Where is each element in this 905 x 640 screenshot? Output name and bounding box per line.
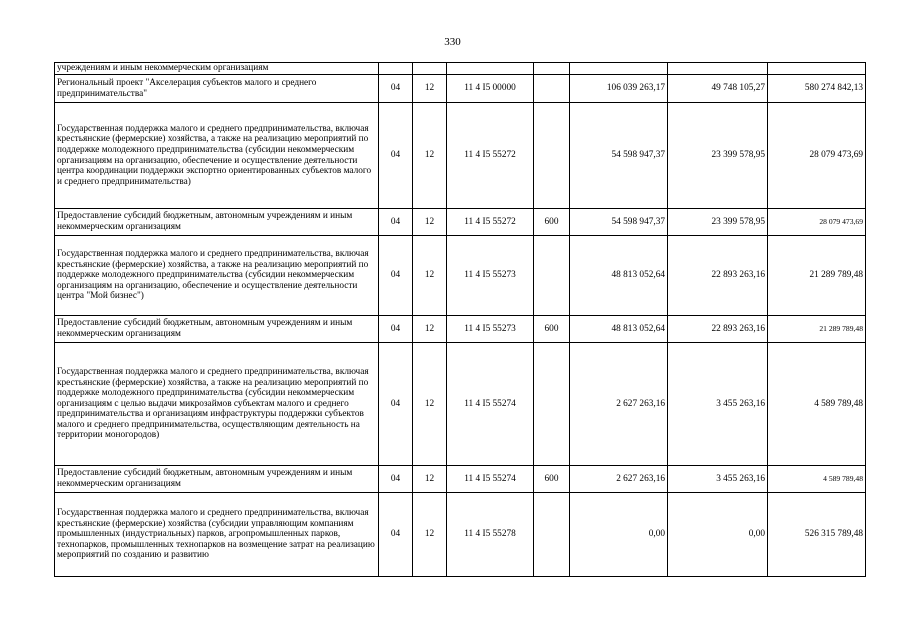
- page-number: 330: [444, 36, 461, 48]
- row-target-article: 11 4 I5 55278: [447, 493, 534, 577]
- row-value-year-2: 3 455 263,16: [668, 343, 768, 466]
- row-value-year-2: 22 893 263,16: [668, 316, 768, 343]
- row-expense-type: [534, 63, 570, 75]
- row-name: Предоставление субсидий бюджетным, автономным учреждениям и иным некоммерческим организациям: [55, 316, 379, 343]
- row-target-article: 11 4 I5 55272: [447, 103, 534, 209]
- row-value-year-1: 54 598 947,37: [570, 103, 668, 209]
- row-expense-type: [534, 75, 570, 103]
- row-name: учреждениям и иным некоммерческим организациям: [55, 63, 379, 75]
- row-target-article: [447, 63, 534, 75]
- row-value-year-2: 49 748 105,27: [668, 75, 768, 103]
- row-name: Государственная поддержка малого и среднего предпринимательства, включая крестьянские (фермерские) хозяйства (субсидии управляющим компаниям промышленных (индустриальных) парков, агропромышленных парков, технопарков, промышленных технопарков на возмещение затрат на реализацию мероприятий по созданию и развитию: [55, 493, 379, 577]
- row-value-year-1: 48 813 052,64: [570, 236, 668, 316]
- row-value-year-2: 23 399 578,95: [668, 103, 768, 209]
- row-name: Государственная поддержка малого и среднего предпринимательства, включая крестьянские (фермерские) хозяйства, а также на реализацию мероприятий по поддержке молодежного предпринимательства (субсидии некоммерческим организациям на организацию, обеспечение и осуществление деятельности центра "Мой бизнес"): [55, 236, 379, 316]
- row-subsection: 12: [413, 316, 447, 343]
- row-value-year-3: 4 589 789,48: [768, 343, 866, 466]
- table-row: [55, 493, 866, 577]
- row-section: 04: [379, 493, 413, 577]
- budget-table: [54, 62, 866, 577]
- row-section: 04: [379, 209, 413, 236]
- table-row: [55, 236, 866, 316]
- row-expense-type: [534, 343, 570, 466]
- row-target-article: 11 4 I5 55272: [447, 209, 534, 236]
- row-value-year-2: [668, 63, 768, 75]
- row-expense-type: 600: [534, 316, 570, 343]
- row-value-year-1: 0,00: [570, 493, 668, 577]
- row-subsection: 12: [413, 343, 447, 466]
- row-value-year-3: 4 589 789,48: [768, 466, 866, 493]
- row-target-article: 11 4 I5 55273: [447, 236, 534, 316]
- row-name: Предоставление субсидий бюджетным, автономным учреждениям и иным некоммерческим организациям: [55, 466, 379, 493]
- row-section: 04: [379, 236, 413, 316]
- row-subsection: 12: [413, 236, 447, 316]
- row-value-year-1: 48 813 052,64: [570, 316, 668, 343]
- row-value-year-3: [768, 63, 866, 75]
- row-expense-type: [534, 493, 570, 577]
- row-value-year-3: 526 315 789,48: [768, 493, 866, 577]
- row-subsection: 12: [413, 75, 447, 103]
- row-subsection: 12: [413, 493, 447, 577]
- table-row: [55, 343, 866, 466]
- row-value-year-1: [570, 63, 668, 75]
- row-section: [379, 63, 413, 75]
- row-section: 04: [379, 343, 413, 466]
- row-section: 04: [379, 75, 413, 103]
- table-row: [55, 75, 866, 103]
- row-value-year-2: 0,00: [668, 493, 768, 577]
- table-row: [55, 103, 866, 209]
- row-value-year-2: 22 893 263,16: [668, 236, 768, 316]
- row-value-year-1: 54 598 947,37: [570, 209, 668, 236]
- row-section: 04: [379, 103, 413, 209]
- row-value-year-1: 2 627 263,16: [570, 343, 668, 466]
- row-value-year-3: 580 274 842,13: [768, 75, 866, 103]
- row-value-year-3: 28 079 473,69: [768, 103, 866, 209]
- row-section: 04: [379, 466, 413, 493]
- row-target-article: 11 4 I5 55274: [447, 466, 534, 493]
- row-value-year-2: 3 455 263,16: [668, 466, 768, 493]
- row-expense-type: [534, 236, 570, 316]
- row-subsection: 12: [413, 466, 447, 493]
- row-expense-type: 600: [534, 466, 570, 493]
- table-row: [55, 316, 866, 343]
- row-subsection: 12: [413, 103, 447, 209]
- row-section: 04: [379, 316, 413, 343]
- row-target-article: 11 4 I5 55273: [447, 316, 534, 343]
- row-name: Предоставление субсидий бюджетным, автономным учреждениям и иным некоммерческим организациям: [55, 209, 379, 236]
- row-value-year-3: 28 079 473,69: [768, 209, 866, 236]
- row-value-year-3: 21 289 789,48: [768, 236, 866, 316]
- row-subsection: 12: [413, 209, 447, 236]
- row-value-year-2: 23 399 578,95: [668, 209, 768, 236]
- row-name: Региональный проект "Акселерация субъектов малого и среднего предпринимательства": [55, 75, 379, 103]
- table-row: [55, 209, 866, 236]
- row-value-year-1: 106 039 263,17: [570, 75, 668, 103]
- row-expense-type: [534, 103, 570, 209]
- table-row: [55, 466, 866, 493]
- row-name: Государственная поддержка малого и среднего предпринимательства, включая крестьянские (фермерские) хозяйства, а также на реализацию мероприятий по поддержке молодежного предпринимательства (субсидии некоммерческим организациям на организацию, обеспечение и осуществление деятельности центра координации поддержки экспортно ориентированных субъектов малого и среднего предпринимательства): [55, 103, 379, 209]
- row-expense-type: 600: [534, 209, 570, 236]
- table-row: [55, 63, 866, 75]
- row-target-article: 11 4 I5 00000: [447, 75, 534, 103]
- row-target-article: 11 4 I5 55274: [447, 343, 534, 466]
- row-subsection: [413, 63, 447, 75]
- row-value-year-1: 2 627 263,16: [570, 466, 668, 493]
- row-value-year-3: 21 289 789,48: [768, 316, 866, 343]
- row-name: Государственная поддержка малого и среднего предпринимательства, включая крестьянские (фермерские) хозяйства, а также на реализацию мероприятий по поддержке молодежного предпринимательства (субсидии некоммерческим организациям с целью выдачи микрозаймов субъектам малого и среднего предпринимательства и организациям инфраструктуры поддержки субъектов малого и среднего предпринимательства, осуществляющим деятельность на территории моногородов): [55, 343, 379, 466]
